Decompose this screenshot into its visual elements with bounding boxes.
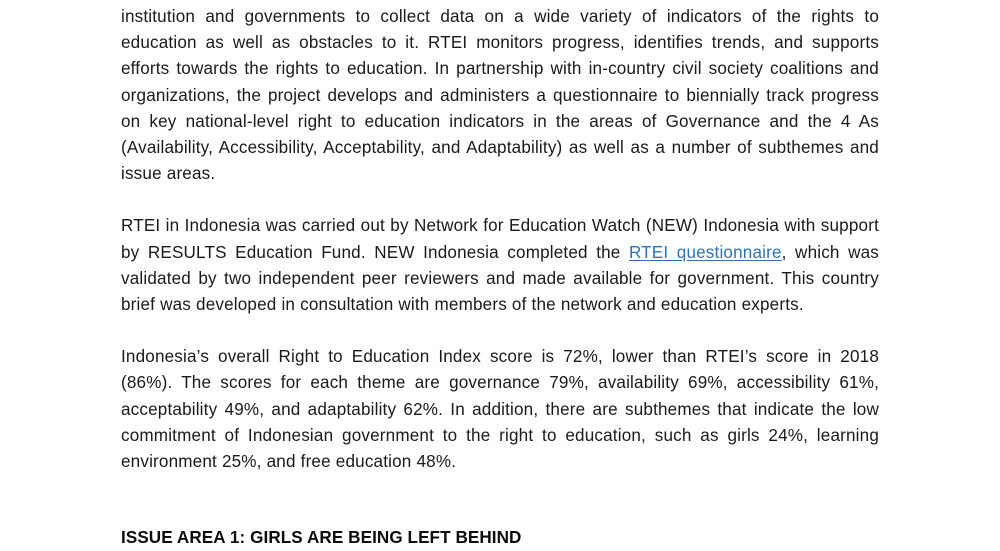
paragraph-rtei-indonesia xyxy=(121,213,879,318)
document-text-column xyxy=(121,0,879,551)
paragraph-spacer xyxy=(121,187,879,213)
paragraph-text-tail: , which was validated by two independent peer reviewers and made available for government. This country brief was developed in consultation with members of the network and education experts. xyxy=(121,242,880,315)
paragraph-text-lead: RTEI in Indonesia was carried out by Network for Education Watch (NEW) Indonesia with support by RESULTS Education Fund. NEW Indonesia completed the xyxy=(121,216,879,262)
paragraph-index-scores xyxy=(121,344,879,475)
heading-spacer xyxy=(121,475,879,525)
paragraph-rtei-overview xyxy=(121,4,879,187)
rtei-questionnaire-link[interactable]: RTEI questionnaire xyxy=(628,242,782,262)
paragraph-spacer xyxy=(121,318,879,344)
paragraph-text: Indonesia’s overall Right to Education Index score is 72%, lower than RTEI’s score in 2018 (86%). The scores for each theme are governance 79%, availability 69%, accessibility 61%, acceptability 49%, and adaptability 62%. In addition, there are subthemes that indicate the low commitment of Indonesian government to the right to education, such as girls 24%, learning environment 25%, and free education 48%. xyxy=(121,347,879,472)
section-heading-issue-area-1: ISSUE AREA 1: GIRLS ARE BEING LEFT BEHIND xyxy=(121,528,522,548)
paragraph-text: institution and governments to collect data on a wide variety of indicators of the rights to education as well as obstacles to it. RTEI monitors progress, identifies trends, and supports efforts towards the rights to education. In partnership with in-country civil society coalitions and organizations, the project develops and administers a questionnaire to biennially track progress on key national-level right to education indicators in the areas of Governance and the 4 As (Availability, Accessibility, Acceptability, and Adaptability) as well as a number of subthemes and issue areas. xyxy=(121,7,879,184)
